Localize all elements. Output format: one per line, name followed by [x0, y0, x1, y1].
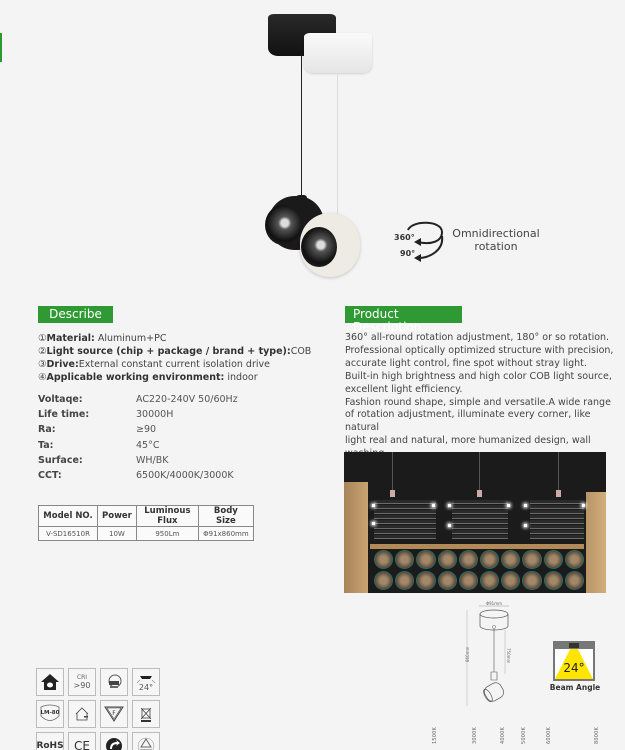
keg [565, 571, 584, 590]
beam-angle-value: 24° [563, 661, 585, 675]
spec-value: 45°C [136, 439, 160, 451]
keg [374, 550, 393, 569]
keg-rack [374, 550, 584, 590]
spec-row-voltage [38, 392, 238, 407]
spec-label: Voltaqe: [38, 394, 83, 405]
description-line: of rotation adjustment, illuminate every corner, like natural [345, 409, 591, 434]
spec-value: WH/BK [136, 454, 169, 466]
rotation-caption-line1: Omnidirectional [452, 227, 540, 240]
feature-value: External constant current isolation drive [78, 359, 270, 370]
cell-power: 10W [98, 527, 137, 541]
rohs-text: RoHS [36, 741, 64, 750]
rotation-caption-line2: rotation [474, 240, 518, 253]
feature-number: ③ [38, 359, 47, 370]
ce-text: CE [74, 739, 90, 750]
column-header-model: Model NO. [39, 506, 98, 527]
spec-label: Surface: [38, 454, 83, 466]
application-scene-photo [344, 452, 606, 593]
keg [480, 550, 499, 569]
green-dot-icon [100, 732, 128, 750]
rotation-90-label: 90° [400, 249, 416, 258]
scene-pendant-cord [479, 452, 480, 490]
wood-wall-left [344, 482, 368, 593]
weee-bin-icon [132, 700, 160, 728]
cell-flux: 950Lm [136, 527, 198, 541]
description-line: 360° all-round rotation adjustment, 180° or so rotation. [345, 332, 610, 343]
indoor-use-icon [68, 700, 96, 728]
scene-light [524, 524, 527, 527]
keg [544, 550, 563, 569]
keg [522, 550, 541, 569]
keg [416, 550, 435, 569]
description-line: Professional optically optimized structure with precision, [345, 344, 614, 356]
white-lens [301, 227, 337, 267]
keg [438, 550, 457, 569]
describe-heading: Describe [38, 306, 113, 323]
scene-light [448, 504, 451, 507]
led-chip [569, 643, 579, 648]
feature-value: COB [290, 346, 312, 357]
white-canopy [304, 33, 372, 73]
keg [459, 550, 478, 569]
cri-label: CRI [76, 674, 88, 681]
description-line: light real and natural, more humanized design, wall [345, 435, 591, 447]
description-line: accurate light control, fine spot without stray light. [345, 357, 587, 369]
description-line: Built-in high brightness and high color COB light source, [345, 370, 612, 382]
spec-row-ta [38, 438, 238, 453]
keg [374, 571, 393, 590]
beam-panel [555, 649, 593, 679]
spec-value: 6500K/4000K/3000K [136, 470, 234, 482]
scene-pendant [477, 490, 482, 497]
cct-label: 5000K [521, 727, 527, 745]
feature-number: ④ [38, 372, 47, 383]
keg [395, 550, 414, 569]
cct-label: 8000K [594, 727, 600, 745]
scene-light [524, 504, 527, 507]
cri-value: >90 [73, 681, 91, 690]
beam-angle-small-icon [132, 668, 160, 696]
dim-diameter: Φ91mm [485, 601, 503, 606]
black-lens [265, 205, 301, 245]
feature-key: Material: [46, 333, 95, 344]
spec-row-surface [38, 453, 238, 468]
feature-list [38, 332, 311, 384]
keg [438, 571, 457, 590]
ce-icon [68, 732, 96, 750]
certification-icons [36, 668, 160, 750]
rotation-360-label: 360° [394, 233, 415, 242]
scene-pendant-cord [392, 452, 393, 490]
feature-number: ② [38, 346, 47, 357]
lm80-text: LM-80 [40, 710, 60, 716]
spec-label: Ta: [38, 439, 54, 451]
white-cord [337, 73, 338, 223]
spec-row-ra [38, 422, 238, 437]
feature-item [38, 358, 311, 371]
feature-item [38, 371, 311, 384]
indoor-icon [36, 668, 64, 696]
column-header-body-size: Body Size [198, 506, 253, 527]
spec-row-cct [38, 468, 238, 483]
scene-pendant-cord [558, 452, 559, 490]
cct-label: 4000K [500, 727, 506, 745]
black-cord [301, 55, 302, 195]
cri-icon [68, 668, 96, 696]
spec-label: Life time: [38, 409, 90, 421]
feature-key: Applicable working environment: [46, 372, 225, 383]
feature-item [38, 345, 311, 358]
spec-list [38, 392, 238, 483]
f-mark-text: F [112, 710, 116, 717]
keg [522, 571, 541, 590]
model-table [38, 505, 254, 541]
feature-value: indoor [224, 372, 258, 383]
dim-cord-length: 750mm [506, 648, 511, 664]
spec-value: 30000H [136, 409, 174, 421]
keg [565, 550, 584, 569]
scene-light [507, 504, 510, 507]
menu-board [530, 500, 584, 540]
keg [416, 571, 435, 590]
cell-body-size: Φ91x860mm [198, 527, 253, 541]
scene-light [372, 504, 375, 507]
cct-label: 1500K [432, 727, 438, 745]
rotation-caption [446, 227, 546, 253]
column-header-flux: Luminous Flux [136, 506, 198, 527]
feature-number: ① [38, 333, 47, 344]
recycle-icon [132, 732, 160, 750]
lm80-icon [36, 700, 64, 728]
cell-model: V-SD16510R [39, 527, 98, 541]
scene-light [372, 522, 375, 525]
table-row [39, 527, 254, 541]
lifetime-icon [100, 668, 128, 696]
dimension-drawing [465, 600, 525, 710]
cct-label: 6000K [546, 727, 552, 745]
keg [459, 571, 478, 590]
menu-board [374, 500, 436, 540]
keg [501, 571, 520, 590]
scene-light [582, 504, 585, 507]
description-line: Fashion round shape, simple and versatile.A wide range [345, 396, 611, 408]
spec-value: ≥90 [136, 424, 157, 436]
keg [544, 571, 563, 590]
spec-row-life-time [38, 407, 238, 422]
beam-small-value: 24° [138, 682, 154, 692]
rohs-icon [36, 732, 64, 750]
model-table-header [39, 506, 254, 527]
feature-key: Light source (chip + package / brand + type): [46, 346, 291, 357]
keg [480, 571, 499, 590]
beam-angle-icon [553, 641, 595, 681]
feature-item [38, 332, 311, 345]
dim-height: 860mm [465, 646, 470, 662]
f-mark-icon [100, 700, 128, 728]
scene-pendant [390, 490, 395, 497]
wood-wall-right [586, 492, 606, 593]
scene-pendant [556, 490, 561, 497]
cct-label: 3000K [472, 727, 478, 745]
description-line: excellent light efficiency. [345, 383, 463, 395]
spec-value: AC220-240V 50/60Hz [136, 394, 238, 405]
beam-angle-label: Beam Angle [549, 683, 601, 692]
scene-light [448, 524, 451, 527]
feature-key: Drive: [46, 359, 79, 370]
column-header-power: Power [98, 506, 137, 527]
product-hero-image [0, 0, 625, 295]
feature-value: Aluminum+PC [94, 333, 167, 344]
scene-light [432, 504, 435, 507]
keg [501, 550, 520, 569]
spec-label: CCT: [38, 470, 62, 482]
menu-board [452, 500, 508, 540]
scene-shelf [370, 544, 584, 549]
product-description-heading: Product Description [345, 306, 462, 323]
keg [395, 571, 414, 590]
rotation-badge [390, 218, 550, 263]
spec-label: Ra: [38, 424, 56, 436]
